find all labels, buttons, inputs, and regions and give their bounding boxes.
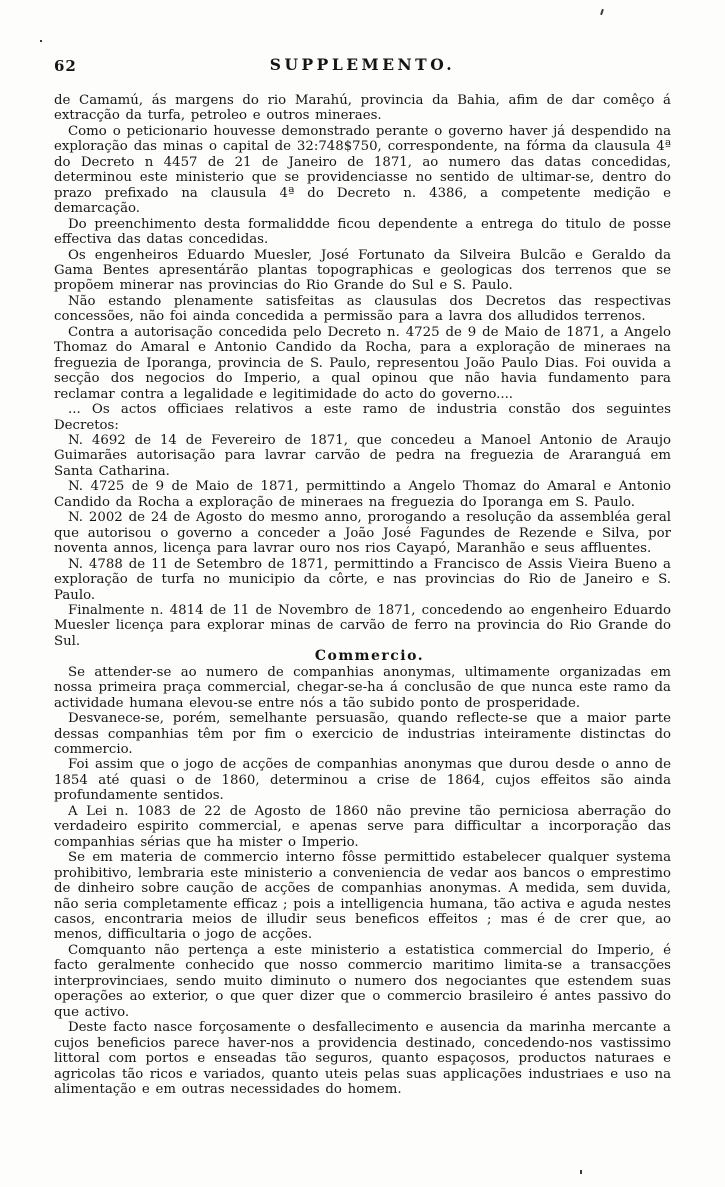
paragraph: Se attender-se ao numero de companhias anonymas, ultimamente organizadas em nossa primeira praça commercial, chegar-se-ha á conclusão de que nunca este ramo da actividade humana elevou-se entre nós a tão subido ponto de prosperidade. — [54, 664, 671, 711]
paragraph: Foi assim que o jogo de acções de companhias anonymas que durou desde o anno de 1854 até quasi o de 1860, determinou a crise de 1864, cujos effeitos são ainda profundamente sentidos. — [54, 757, 671, 804]
paragraph: Não estando plenamente satisfeitas as clausulas dos Decretos das respectivas concessões, não foi ainda concedida a permissão para a lavra dos alludidos terrenos. — [54, 293, 671, 325]
paragraph: N. 2002 de 24 de Agosto do mesmo anno, prorogando a resolução da assembléa geral que autorisou o governo a conceder a João José Fagundes de Rezende e Silva, por noventa annos, licença para lavrar ouro nos rios Cayapó, Maranhão e seus affluentes. — [54, 510, 671, 557]
paragraph: Contra a autorisação concedida pelo Decreto n. 4725 de 9 de Maio de 1871, a Angelo Thomaz do Amaral e Antonio Candido da Rocha, para a exploração de mineraes na freguezia de Iporanga, provincia de S. Paulo, representou João Paulo Dias. Foi ouvida a secção dos negocios do Imperio, a qual opinou que não havia fundamento para reclamar contra a legalidade e legitimidade do acto do governo.... — [54, 324, 671, 402]
paragraph: Comquanto não pertença a este ministerio a estatistica commercial do Imperio, é facto geralmente conhecido que nosso commercio maritimo limita-se a transacções interprovinciaes, sendo muito diminuto o numero dos negociantes que estendem suas operações ao exterior, o que quer dizer que o commercio brasileiro é antes passivo do que activo. — [54, 942, 671, 1020]
scan-artifact — [580, 1170, 582, 1174]
section-heading-commercio: Commercio. — [314, 648, 425, 665]
document-body — [54, 93, 671, 1097]
paragraph: N. 4725 de 9 de Maio de 1871, permittindo a Angelo Thomaz do Amaral e Antonio Candido da Rocha a exploração de mineraes na freguezia do Iporanga em S. Paulo. — [54, 479, 671, 510]
paragraph: A Lei n. 1083 de 22 de Agosto de 1860 não previne tão perniciosa aberração do verdadeiro espirito commercial, e apenas serve para difficultar a incorporação das companhias sérias que ha mister o Imperio. — [54, 803, 671, 850]
commerce-section — [54, 665, 671, 1098]
paragraph: Se em materia de commercio interno fôsse permittido estabelecer qualquer systema prohibitivo, lembraria este ministerio a conveniencia de vedar aos bancos o emprestimo de dinheiro sobre caução de acções de companhias anonymas. A medida, sem duvida, não seria completamente efficaz ; pois a intelligencia humana, tão activa e aguda nestes casos, encontraria meios de illudir seus beneficos effeitos ; mas é de crer que, ao menos, difficultaria o jogo de acções. — [54, 850, 671, 943]
scan-artifact — [600, 9, 604, 15]
paragraph: Deste facto nasce forçosamente o desfallecimento e ausencia da marinha mercante a cujos beneficios parece haver-nos a providencia destinado, concedendo-nos vastissimo littoral com portos e enseadas tão seguros, quanto espaçosos, productos naturaes e agricolas tão ricos e variados, quanto uteis pelas suas applicações industriaes e uso na alimentação e em outras necessidades do homem. — [54, 1020, 671, 1097]
mining-section — [54, 93, 671, 649]
paragraph: N. 4692 de 14 de Fevereiro de 1871, que concedeu a Manoel Antonio de Araujo Guimarães autorisação para lavrar carvão de pedra na freguezia de Araranguá em Santa Catharina. — [54, 432, 671, 479]
page-title: SUPPLEMENTO. — [269, 55, 456, 74]
paragraph: N. 4788 de 11 de Setembro de 1871, permittindo a Francisco de Assis Vieira Bueno a exploração de turfa no municipio da côrte, e nas provincias do Rio de Janeiro e S. Paulo. — [54, 556, 671, 603]
page-number: 62 — [54, 57, 77, 75]
paragraph: de Camamú, ás margens do rio Marahú, provincia da Bahia, afim de dar comêço á extracção da turfa, petroleo e outros mineraes. — [54, 93, 671, 124]
paragraph: Como o peticionario houvesse demonstrado perante o governo haver já despendido na exploração das minas o capital de 32:748$750, correspondente, na fórma da clausula 4ª do Decreto n 4457 de 21 de Janeiro de 1871, ao numero das datas concedidas, determinou este ministerio que se providenciasse no sentido de ultimar-se, dentro do prazo prefixado na clausula 4ª do Decreto n. 4386, a competente medição e demarcação. — [54, 123, 671, 217]
paragraph: Os engenheiros Eduardo Muesler, José Fortunato da Silveira Bulcão e Geraldo da Gama Bentes apresentárão plantas topographicas e geologicas dos terrenos que se propõem minerar nas provincias do Rio Grande do Sul e S. Paulo. — [54, 247, 671, 294]
paragraph: Do preenchimento desta formaliddde ficou dependente a entrega do titulo de posse effectiva das datas concedidas. — [54, 216, 671, 248]
page-header — [54, 55, 671, 79]
paragraph: Desvanece-se, porém, semelhante persuasão, quando reflecte-se que a maior parte dessas companhias têm por fim o exercicio de industrias inteiramente distinctas do commercio. — [54, 711, 671, 758]
scan-artifact — [40, 40, 42, 42]
paragraph: Finalmente n. 4814 de 11 de Novembro de 1871, concedendo ao engenheiro Eduardo Muesler licença para explorar minas de carvão de ferro na provincia do Rio Grande do Sul. — [54, 602, 671, 649]
paragraph: ... Os actos officiaes relativos a este ramo de industria constão dos seguintes Decretos: — [54, 402, 671, 433]
